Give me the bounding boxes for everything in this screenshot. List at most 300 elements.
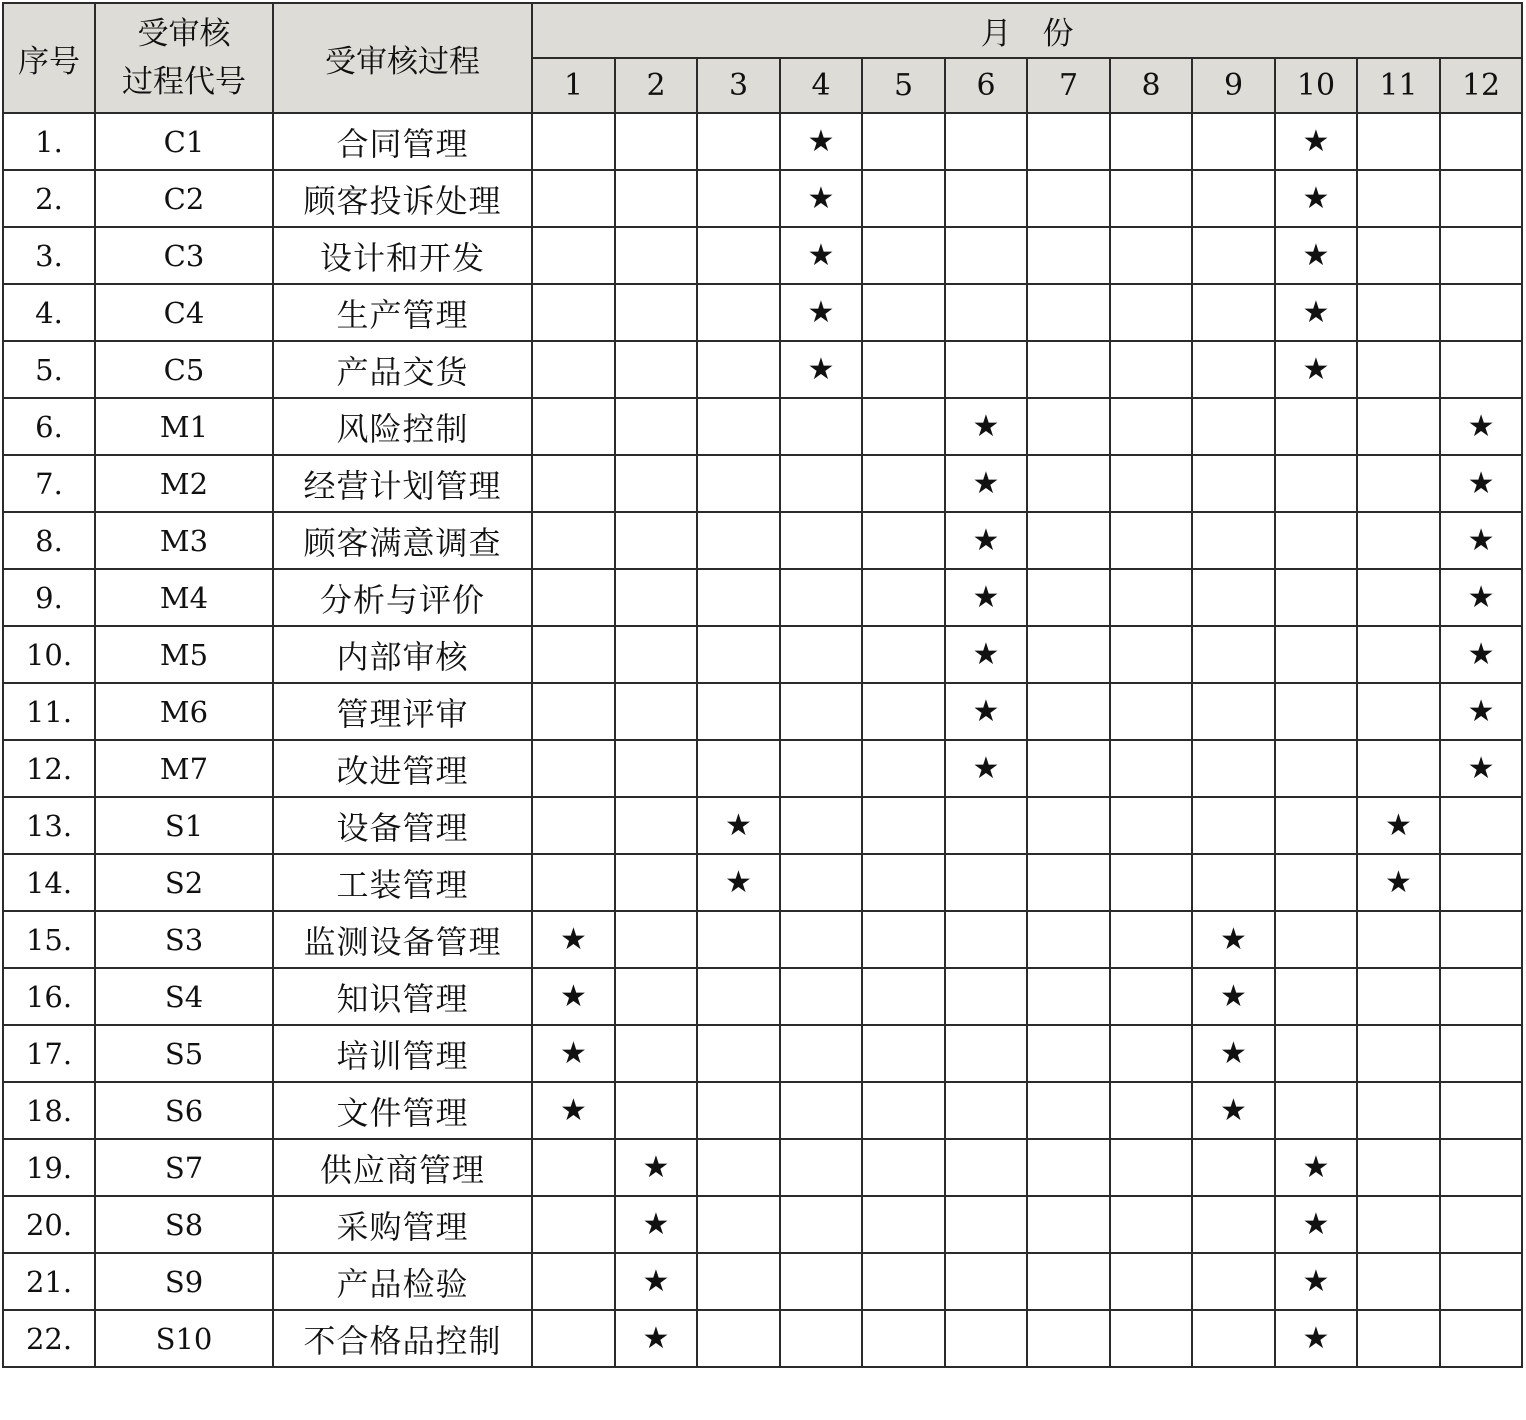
- audit-star-icon: ★: [642, 1150, 670, 1185]
- audit-star-icon: ★: [972, 637, 1000, 672]
- row-seq: 3.: [3, 227, 95, 284]
- audit-star-icon: ★: [972, 466, 1000, 501]
- month-cell-7: [1027, 626, 1110, 683]
- month-cell-11: [1357, 911, 1440, 968]
- month-cell-8: [1110, 1139, 1192, 1196]
- month-cell-8: [1110, 854, 1192, 911]
- table-row: [3, 1253, 1522, 1310]
- header-month-4: 4: [780, 58, 862, 113]
- month-cell-2: [615, 1025, 697, 1082]
- month-cell-1: [532, 683, 615, 740]
- month-cell-11: [1357, 1025, 1440, 1082]
- table-row: [3, 1082, 1522, 1139]
- month-cell-9: [1192, 227, 1275, 284]
- audit-star-icon: ★: [560, 922, 587, 957]
- table-row: [3, 683, 1522, 740]
- month-cell-10: [1275, 512, 1357, 569]
- month-cell-12: [1440, 740, 1522, 797]
- month-cell-11: [1357, 512, 1440, 569]
- row-process-name: 经营计划管理: [273, 455, 532, 512]
- row-process-name: 产品检验: [273, 1253, 532, 1310]
- row-seq: 21.: [3, 1253, 95, 1310]
- month-cell-11: [1357, 227, 1440, 284]
- month-cell-6: [945, 227, 1027, 284]
- month-cell-3: [697, 968, 780, 1025]
- row-seq: 13.: [3, 797, 95, 854]
- audit-star-icon: ★: [1302, 1207, 1330, 1242]
- month-cell-3: [697, 341, 780, 398]
- month-cell-3: [697, 911, 780, 968]
- month-cell-6: [945, 398, 1027, 455]
- audit-star-icon: ★: [1467, 523, 1495, 558]
- month-cell-12: [1440, 797, 1522, 854]
- month-cell-11: [1357, 170, 1440, 227]
- month-cell-4: [780, 968, 862, 1025]
- month-cell-2: [615, 1139, 697, 1196]
- month-cell-3: [697, 683, 780, 740]
- month-cell-1: [532, 1310, 615, 1367]
- audit-star-icon: ★: [1302, 238, 1330, 273]
- month-cell-12: [1440, 227, 1522, 284]
- month-cell-8: [1110, 455, 1192, 512]
- month-cell-4: [780, 113, 862, 170]
- header-month-10: 10: [1275, 58, 1357, 113]
- month-cell-8: [1110, 512, 1192, 569]
- table-body: [3, 113, 1522, 1367]
- month-cell-3: [697, 1310, 780, 1367]
- month-cell-6: [945, 1082, 1027, 1139]
- month-cell-4: [780, 512, 862, 569]
- month-cell-3: [697, 512, 780, 569]
- month-cell-2: [615, 854, 697, 911]
- month-cell-11: [1357, 1139, 1440, 1196]
- month-cell-8: [1110, 626, 1192, 683]
- table-row: [3, 911, 1522, 968]
- month-cell-4: [780, 1310, 862, 1367]
- month-cell-3: [697, 170, 780, 227]
- month-cell-9: [1192, 1082, 1275, 1139]
- month-cell-7: [1027, 1139, 1110, 1196]
- month-cell-8: [1110, 968, 1192, 1025]
- row-process-name: 产品交货: [273, 341, 532, 398]
- audit-star-icon: ★: [1302, 295, 1330, 330]
- audit-star-icon: ★: [725, 808, 752, 843]
- month-cell-5: [862, 227, 945, 284]
- month-cell-11: [1357, 626, 1440, 683]
- month-cell-12: [1440, 1025, 1522, 1082]
- table-row: [3, 626, 1522, 683]
- month-cell-2: [615, 227, 697, 284]
- month-cell-4: [780, 455, 862, 512]
- row-seq: 4.: [3, 284, 95, 341]
- month-cell-11: [1357, 968, 1440, 1025]
- month-cell-11: [1357, 683, 1440, 740]
- audit-star-icon: ★: [972, 580, 1000, 615]
- month-cell-8: [1110, 284, 1192, 341]
- header-month-11: 11: [1357, 58, 1440, 113]
- month-cell-2: [615, 569, 697, 626]
- month-cell-8: [1110, 1310, 1192, 1367]
- month-cell-5: [862, 797, 945, 854]
- row-process-name: 采购管理: [273, 1196, 532, 1253]
- row-seq: 1.: [3, 113, 95, 170]
- row-seq: 8.: [3, 512, 95, 569]
- row-process-code: S9: [95, 1253, 273, 1310]
- month-cell-9: [1192, 284, 1275, 341]
- month-cell-9: [1192, 455, 1275, 512]
- header-month-1: 1: [532, 58, 615, 113]
- month-cell-5: [862, 1139, 945, 1196]
- row-seq: 20.: [3, 1196, 95, 1253]
- table-row: [3, 968, 1522, 1025]
- month-cell-2: [615, 341, 697, 398]
- month-cell-9: [1192, 1139, 1275, 1196]
- row-process-code: M2: [95, 455, 273, 512]
- month-cell-1: [532, 455, 615, 512]
- month-cell-7: [1027, 227, 1110, 284]
- row-seq: 7.: [3, 455, 95, 512]
- month-cell-6: [945, 512, 1027, 569]
- month-cell-7: [1027, 1196, 1110, 1253]
- month-cell-2: [615, 1196, 697, 1253]
- month-cell-6: [945, 740, 1027, 797]
- month-cell-3: [697, 1139, 780, 1196]
- row-process-name: 生产管理: [273, 284, 532, 341]
- month-cell-6: [945, 284, 1027, 341]
- month-cell-4: [780, 398, 862, 455]
- month-cell-3: [697, 1025, 780, 1082]
- row-seq: 18.: [3, 1082, 95, 1139]
- month-cell-9: [1192, 512, 1275, 569]
- month-cell-10: [1275, 455, 1357, 512]
- month-cell-9: [1192, 797, 1275, 854]
- row-process-code: M1: [95, 398, 273, 455]
- month-cell-5: [862, 1196, 945, 1253]
- table-row: [3, 569, 1522, 626]
- month-cell-6: [945, 1025, 1027, 1082]
- audit-star-icon: ★: [1385, 808, 1412, 843]
- month-cell-1: [532, 740, 615, 797]
- audit-star-icon: ★: [1220, 922, 1247, 957]
- month-cell-10: [1275, 1139, 1357, 1196]
- month-cell-4: [780, 1253, 862, 1310]
- month-cell-9: [1192, 1253, 1275, 1310]
- month-cell-4: [780, 284, 862, 341]
- month-cell-12: [1440, 1139, 1522, 1196]
- month-cell-12: [1440, 683, 1522, 740]
- table-row: [3, 113, 1522, 170]
- month-cell-3: [697, 854, 780, 911]
- month-cell-4: [780, 683, 862, 740]
- month-cell-11: [1357, 284, 1440, 341]
- month-cell-3: [697, 569, 780, 626]
- month-cell-1: [532, 1253, 615, 1310]
- month-cell-11: [1357, 854, 1440, 911]
- month-cell-4: [780, 569, 862, 626]
- month-cell-6: [945, 683, 1027, 740]
- month-cell-1: [532, 1139, 615, 1196]
- month-cell-12: [1440, 113, 1522, 170]
- month-cell-5: [862, 512, 945, 569]
- month-cell-5: [862, 341, 945, 398]
- row-process-code: S6: [95, 1082, 273, 1139]
- row-process-code: C4: [95, 284, 273, 341]
- month-cell-2: [615, 911, 697, 968]
- month-cell-10: [1275, 170, 1357, 227]
- row-seq: 14.: [3, 854, 95, 911]
- month-cell-3: [697, 797, 780, 854]
- month-cell-9: [1192, 398, 1275, 455]
- audit-star-icon: ★: [807, 238, 835, 273]
- month-cell-7: [1027, 854, 1110, 911]
- header-process-code-line2: 过程代号: [122, 64, 246, 100]
- audit-star-icon: ★: [1467, 409, 1495, 444]
- header-process-code: [95, 3, 273, 113]
- audit-star-icon: ★: [807, 352, 835, 387]
- month-cell-7: [1027, 398, 1110, 455]
- audit-star-icon: ★: [972, 751, 1000, 786]
- table-row: [3, 512, 1522, 569]
- month-cell-10: [1275, 968, 1357, 1025]
- month-cell-10: [1275, 1196, 1357, 1253]
- row-process-name: 风险控制: [273, 398, 532, 455]
- row-process-code: S1: [95, 797, 273, 854]
- month-cell-7: [1027, 968, 1110, 1025]
- row-seq: 16.: [3, 968, 95, 1025]
- month-cell-4: [780, 911, 862, 968]
- row-process-code: S7: [95, 1139, 273, 1196]
- month-cell-7: [1027, 113, 1110, 170]
- row-process-name: 合同管理: [273, 113, 532, 170]
- month-cell-10: [1275, 398, 1357, 455]
- month-cell-2: [615, 284, 697, 341]
- month-cell-8: [1110, 341, 1192, 398]
- header-process-code-line1: 受审核: [137, 16, 231, 52]
- month-cell-2: [615, 113, 697, 170]
- month-cell-1: [532, 1196, 615, 1253]
- month-cell-12: [1440, 911, 1522, 968]
- row-process-code: S10: [95, 1310, 273, 1367]
- month-cell-5: [862, 113, 945, 170]
- month-cell-2: [615, 398, 697, 455]
- row-seq: 12.: [3, 740, 95, 797]
- month-cell-6: [945, 1139, 1027, 1196]
- month-cell-7: [1027, 911, 1110, 968]
- month-cell-6: [945, 1196, 1027, 1253]
- row-process-name: 改进管理: [273, 740, 532, 797]
- month-cell-10: [1275, 683, 1357, 740]
- audit-star-icon: ★: [560, 1093, 587, 1128]
- month-cell-5: [862, 1025, 945, 1082]
- audit-star-icon: ★: [1220, 979, 1247, 1014]
- month-cell-3: [697, 455, 780, 512]
- row-seq: 2.: [3, 170, 95, 227]
- month-cell-2: [615, 1082, 697, 1139]
- month-cell-1: [532, 626, 615, 683]
- month-cell-5: [862, 455, 945, 512]
- row-process-name: 分析与评价: [273, 569, 532, 626]
- month-cell-6: [945, 569, 1027, 626]
- month-cell-5: [862, 1253, 945, 1310]
- month-cell-2: [615, 512, 697, 569]
- row-process-code: C5: [95, 341, 273, 398]
- month-cell-9: [1192, 911, 1275, 968]
- audit-star-icon: ★: [1467, 580, 1495, 615]
- month-cell-8: [1110, 1025, 1192, 1082]
- audit-star-icon: ★: [1302, 352, 1330, 387]
- header-month-8: 8: [1110, 58, 1192, 113]
- month-cell-8: [1110, 398, 1192, 455]
- month-cell-7: [1027, 569, 1110, 626]
- month-cell-5: [862, 398, 945, 455]
- audit-star-icon: ★: [1385, 865, 1412, 900]
- table-row: [3, 341, 1522, 398]
- month-cell-10: [1275, 341, 1357, 398]
- audit-star-icon: ★: [1220, 1036, 1247, 1071]
- table-row: [3, 170, 1522, 227]
- month-cell-1: [532, 968, 615, 1025]
- audit-star-icon: ★: [972, 409, 1000, 444]
- month-cell-1: [532, 170, 615, 227]
- month-cell-12: [1440, 569, 1522, 626]
- row-process-code: S2: [95, 854, 273, 911]
- month-cell-5: [862, 626, 945, 683]
- month-cell-8: [1110, 1082, 1192, 1139]
- month-cell-10: [1275, 797, 1357, 854]
- audit-star-icon: ★: [1302, 181, 1330, 216]
- month-cell-5: [862, 683, 945, 740]
- month-cell-5: [862, 968, 945, 1025]
- month-cell-7: [1027, 683, 1110, 740]
- month-cell-3: [697, 398, 780, 455]
- month-cell-4: [780, 797, 862, 854]
- month-cell-10: [1275, 284, 1357, 341]
- month-cell-9: [1192, 113, 1275, 170]
- audit-schedule-table: [2, 2, 1523, 1368]
- month-cell-10: [1275, 1025, 1357, 1082]
- month-cell-12: [1440, 398, 1522, 455]
- header-month-5: 5: [862, 58, 945, 113]
- month-cell-11: [1357, 1196, 1440, 1253]
- month-cell-2: [615, 968, 697, 1025]
- row-seq: 22.: [3, 1310, 95, 1367]
- month-cell-9: [1192, 683, 1275, 740]
- month-cell-7: [1027, 512, 1110, 569]
- month-cell-11: [1357, 113, 1440, 170]
- month-cell-2: [615, 740, 697, 797]
- header-months-title: 月 份: [532, 3, 1522, 58]
- month-cell-11: [1357, 740, 1440, 797]
- month-cell-10: [1275, 569, 1357, 626]
- month-cell-8: [1110, 170, 1192, 227]
- header-month-2: 2: [615, 58, 697, 113]
- table-row: [3, 1310, 1522, 1367]
- month-cell-10: [1275, 1253, 1357, 1310]
- month-cell-10: [1275, 854, 1357, 911]
- month-cell-4: [780, 1139, 862, 1196]
- month-cell-7: [1027, 1082, 1110, 1139]
- row-process-code: M5: [95, 626, 273, 683]
- audit-star-icon: ★: [560, 979, 587, 1014]
- month-cell-9: [1192, 740, 1275, 797]
- month-cell-4: [780, 854, 862, 911]
- month-cell-12: [1440, 1310, 1522, 1367]
- audit-star-icon: ★: [725, 865, 752, 900]
- month-cell-1: [532, 569, 615, 626]
- row-process-code: S5: [95, 1025, 273, 1082]
- audit-star-icon: ★: [1467, 751, 1495, 786]
- table-row: [3, 227, 1522, 284]
- row-process-name: 顾客投诉处理: [273, 170, 532, 227]
- row-process-name: 设备管理: [273, 797, 532, 854]
- audit-star-icon: ★: [1467, 694, 1495, 729]
- month-cell-6: [945, 1253, 1027, 1310]
- table-row: [3, 854, 1522, 911]
- table-row: [3, 740, 1522, 797]
- month-cell-8: [1110, 683, 1192, 740]
- month-cell-10: [1275, 1082, 1357, 1139]
- header-process-name: 受审核过程: [273, 3, 532, 113]
- header-month-7: 7: [1027, 58, 1110, 113]
- month-cell-8: [1110, 569, 1192, 626]
- month-cell-2: [615, 797, 697, 854]
- row-process-code: C2: [95, 170, 273, 227]
- audit-star-icon: ★: [1467, 466, 1495, 501]
- month-cell-11: [1357, 455, 1440, 512]
- audit-star-icon: ★: [1302, 124, 1330, 159]
- month-cell-3: [697, 1253, 780, 1310]
- table-row: [3, 455, 1522, 512]
- month-cell-10: [1275, 740, 1357, 797]
- month-cell-6: [945, 797, 1027, 854]
- audit-star-icon: ★: [642, 1264, 670, 1299]
- month-cell-9: [1192, 569, 1275, 626]
- audit-star-icon: ★: [1302, 1321, 1330, 1356]
- month-cell-6: [945, 113, 1027, 170]
- month-cell-7: [1027, 797, 1110, 854]
- month-cell-12: [1440, 170, 1522, 227]
- month-cell-3: [697, 284, 780, 341]
- row-process-code: S3: [95, 911, 273, 968]
- header-month-9: 9: [1192, 58, 1275, 113]
- month-cell-1: [532, 1025, 615, 1082]
- month-cell-7: [1027, 341, 1110, 398]
- audit-star-icon: ★: [807, 181, 835, 216]
- month-cell-7: [1027, 170, 1110, 227]
- month-cell-1: [532, 911, 615, 968]
- month-cell-10: [1275, 227, 1357, 284]
- month-cell-12: [1440, 512, 1522, 569]
- month-cell-6: [945, 455, 1027, 512]
- row-process-code: M6: [95, 683, 273, 740]
- month-cell-11: [1357, 569, 1440, 626]
- month-cell-9: [1192, 626, 1275, 683]
- month-cell-11: [1357, 1310, 1440, 1367]
- month-cell-2: [615, 1310, 697, 1367]
- month-cell-11: [1357, 341, 1440, 398]
- table-row: [3, 1139, 1522, 1196]
- row-process-name: 顾客满意调查: [273, 512, 532, 569]
- row-seq: 15.: [3, 911, 95, 968]
- month-cell-5: [862, 911, 945, 968]
- table-row: [3, 284, 1522, 341]
- month-cell-3: [697, 227, 780, 284]
- month-cell-12: [1440, 968, 1522, 1025]
- row-process-name: 供应商管理: [273, 1139, 532, 1196]
- month-cell-4: [780, 626, 862, 683]
- month-cell-6: [945, 911, 1027, 968]
- month-cell-1: [532, 398, 615, 455]
